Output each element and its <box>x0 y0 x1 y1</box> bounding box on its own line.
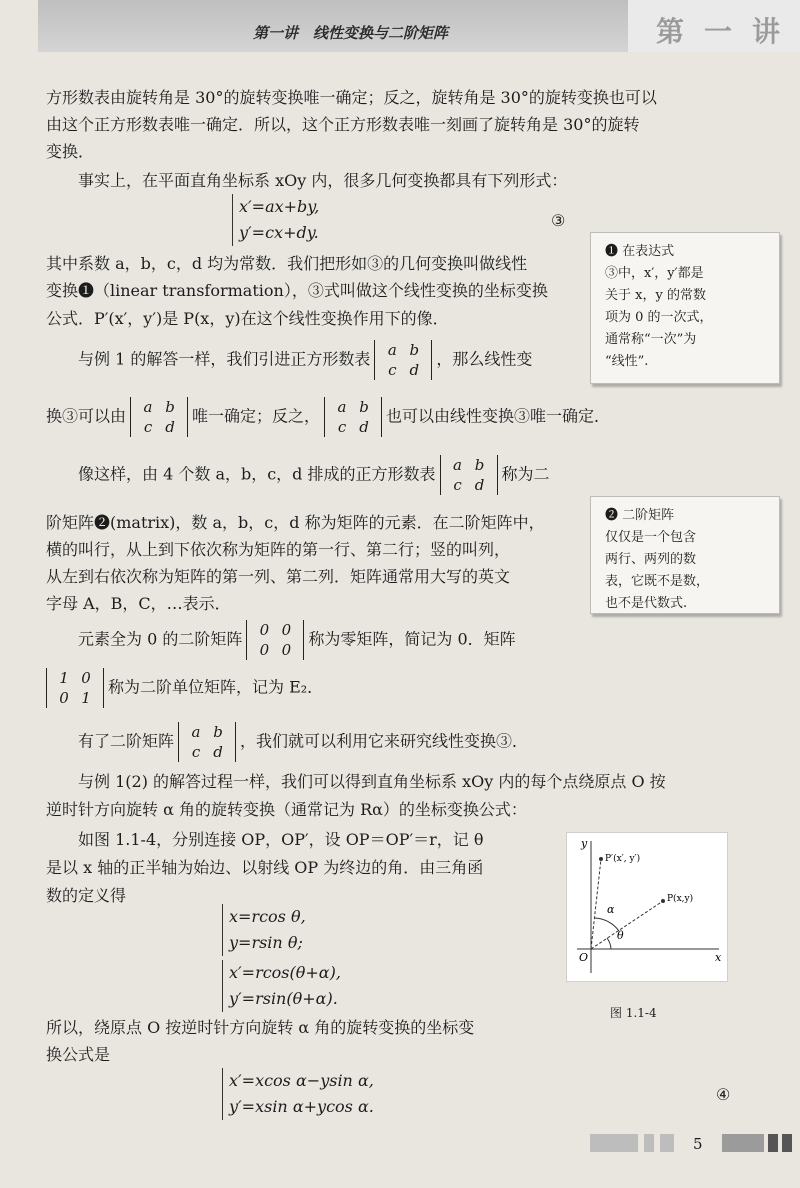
paragraph-line: 与例 1 的解答一样，我们引进正方形数表 a b c d ，那么线性变 <box>78 341 533 379</box>
chapter-tab <box>628 0 800 52</box>
equation-4: x′=xcos α−ysin α, y′=xsin α+ycos α. <box>222 1068 374 1120</box>
theta-arc <box>607 938 611 949</box>
paragraph-line: 元素全为 0 的二阶矩阵 0 0 0 0 称为零矩阵，简记为 0．矩阵 <box>78 621 516 659</box>
footer-decoration <box>782 1134 792 1152</box>
paragraph-line: 换③可以由 a b c d 唯一确定；反之， a b c d 也可以由线性变换③唯一确定． <box>46 398 611 436</box>
paragraph-line: 横的叫行，从上到下依次称为矩阵的第一行、第二行；竖的叫列， <box>46 540 511 559</box>
equation-3: x′=ax+by, y′=cx+dy. <box>232 194 319 246</box>
chapter-tab-label: 第一讲 <box>656 15 800 48</box>
paragraph-line: 与例 1(2) 的解答过程一样，我们可以得到直角坐标系 xOy 内的每个点绕原点 O 按 <box>78 772 666 791</box>
matrix-abcd: a b c d <box>178 722 236 762</box>
figure-caption: 图 1.1-4 <box>610 1006 657 1020</box>
page-header <box>38 0 800 52</box>
equation-polar-2: x′=rcos(θ+α), y′=rsin(θ+α). <box>222 960 341 1012</box>
paragraph-line: 变换❶（linear transformation），③式叫做这个线性变换的坐标变换 <box>46 281 548 300</box>
point-p <box>661 899 665 903</box>
equation-4-label: ④ <box>716 1085 731 1104</box>
ray-op <box>591 901 663 949</box>
paragraph-line: 方形数表由旋转角是 30°的旋转变换唯一确定；反之，旋转角是 30°的旋转变换也可以 <box>46 88 657 107</box>
matrix-zero: 0 0 0 0 <box>246 620 304 660</box>
paragraph-line: 字母 A，B，C，…表示． <box>46 594 231 613</box>
point-p-label: P(x,y) <box>667 894 694 904</box>
paragraph-line: 像这样，由 4 个数 a，b，c，d 排成的正方形数表 a b c d 称为二 <box>78 456 550 494</box>
margin-note-1: ❶ 在表达式 ③中，x′，y′都是 关于 x，y 的常数 项为 0 的一次式， 通常称“一次”为 “线性”. <box>590 232 780 384</box>
matrix-identity: 1 0 0 1 <box>46 668 104 708</box>
paragraph-line: 如图 1.1-4，分别连接 OP，OP′，设 OP＝OP′＝r，记 θ <box>78 830 484 849</box>
rotation-figure <box>566 832 728 982</box>
footer-decoration <box>590 1134 638 1152</box>
rotation-diagram <box>567 833 727 981</box>
paragraph-line: 是以 x 轴的正半轴为始边、以射线 OP 为终边的角．由三角函 <box>46 858 484 877</box>
footer-decoration <box>768 1134 778 1152</box>
margin-note-2: ❷ 二阶矩阵 仅仅是一个包含 两行、两列的数 表，它既不是数， 也不是代数式. <box>590 496 780 614</box>
equation-polar-1: x=rcos θ, y=rsin θ; <box>222 904 306 956</box>
theta-label: θ <box>617 929 624 942</box>
matrix-abcd: a b c d <box>324 397 382 437</box>
paragraph-line: 其中系数 a，b，c，d 均为常数．我们把形如③的几何变换叫做线性 <box>46 254 528 273</box>
origin-label: O <box>579 951 589 964</box>
paragraph-line: 公式．P′(x′，y′)是 P(x，y)在这个线性变换作用下的像． <box>46 309 449 328</box>
paragraph-line: 1 0 0 1 称为二阶单位矩阵，记为 E₂． <box>46 668 323 708</box>
paragraph-line: 事实上，在平面直角坐标系 xOy 内，很多几何变换都具有下列形式： <box>78 171 568 190</box>
footer-decoration <box>644 1134 654 1152</box>
paragraph-line: 有了二阶矩阵 a b c d ，我们就可以利用它来研究线性变换③． <box>78 723 529 761</box>
ray-op-prime <box>591 859 601 949</box>
paragraph-line: 所以，绕原点 O 按逆时针方向旋转 α 角的旋转变换的坐标变 <box>46 1018 475 1037</box>
paragraph-line: 换公式是 <box>46 1045 111 1064</box>
paragraph-line: 从左到右依次称为矩阵的第一列、第二列．矩阵通常用大写的英文 <box>46 567 511 586</box>
footer-decoration <box>722 1134 764 1152</box>
matrix-abcd: a b c d <box>130 397 188 437</box>
paragraph-line: 数的定义得 <box>46 886 127 905</box>
footer-decoration <box>660 1134 674 1152</box>
chapter-title: 第一讲 线性变换与二阶矩阵 <box>253 24 449 42</box>
matrix-abcd: a b c d <box>374 340 432 380</box>
equation-3-label: ③ <box>551 211 566 230</box>
paragraph-line: 逆时针方向旋转 α 角的旋转变换（通常记为 Rα）的坐标变换公式： <box>46 800 527 819</box>
alpha-label: α <box>607 903 615 916</box>
paragraph-line: 阶矩阵❷(matrix)，数 a，b，c，d 称为矩阵的元素．在二阶矩阵中， <box>46 513 545 532</box>
paragraph-line: 变换． <box>46 142 95 161</box>
paragraph-line: 由这个正方形数表唯一确定．所以，这个正方形数表唯一刻画了旋转角是 30°的旋转 <box>46 115 640 134</box>
page-number: 5 <box>693 1135 703 1153</box>
y-label: y <box>581 837 588 850</box>
matrix-abcd: a b c d <box>440 455 498 495</box>
alpha-arc <box>595 918 619 931</box>
point-p-prime <box>599 857 603 861</box>
point-p-prime-label: P′(x′, y′) <box>605 854 641 864</box>
x-label: x <box>715 951 722 964</box>
